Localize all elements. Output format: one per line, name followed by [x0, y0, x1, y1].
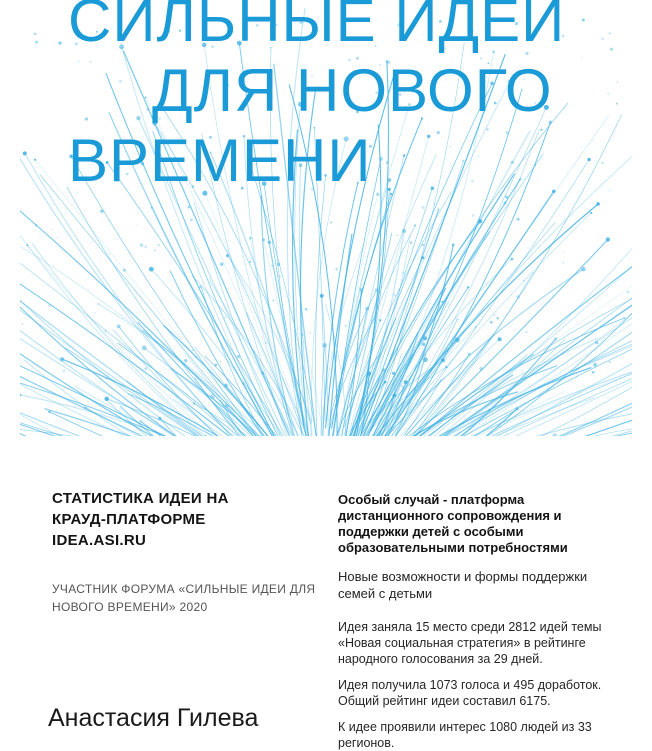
hero-title-line-3: ВРЕМЕНИ [68, 128, 372, 194]
light-particle [472, 214, 474, 216]
idea-topic [338, 568, 638, 602]
light-particle [554, 337, 557, 340]
light-particle [581, 147, 582, 148]
light-particle [242, 382, 244, 384]
light-particle [422, 244, 425, 247]
light-particle [91, 241, 92, 242]
light-particle [433, 203, 435, 205]
light-fiber [25, 153, 251, 436]
light-particle [450, 146, 451, 147]
light-particle [540, 129, 542, 131]
light-particle [226, 254, 229, 257]
light-particle [106, 378, 108, 380]
forum-note-line: УЧАСТНИК ФОРУМА «СИЛЬНЫЕ ИДЕИ ДЛЯ [52, 582, 315, 596]
light-particle [457, 318, 459, 320]
light-particle [468, 353, 471, 356]
stat-line: Идея получила 1073 голоса и 495 доработок. [338, 678, 601, 692]
light-particle [249, 261, 251, 263]
light-particle [511, 258, 514, 261]
light-fiber [316, 176, 326, 437]
light-particle [595, 341, 598, 344]
light-particle [446, 214, 447, 215]
statistics-heading-line: IDEA.ASI.RU [52, 532, 146, 549]
light-particle [330, 222, 332, 224]
light-particle [136, 116, 140, 120]
light-particle [77, 60, 79, 62]
light-particle [58, 41, 61, 44]
light-particle [23, 151, 27, 155]
light-particle [590, 212, 592, 214]
light-particle [379, 156, 384, 161]
light-particle [462, 160, 464, 162]
light-particle [117, 324, 121, 328]
light-particle [51, 229, 53, 231]
light-particle [519, 178, 521, 180]
light-particle [471, 180, 474, 183]
light-particle [609, 361, 611, 363]
light-particle [609, 33, 611, 35]
light-particle [517, 295, 520, 298]
light-particle [402, 386, 404, 388]
light-particle [581, 56, 582, 57]
stat-line: регионов. [338, 736, 394, 750]
stat-line: «Новая социальная стратегия» в рейтинге [338, 636, 586, 650]
light-particle [379, 319, 381, 321]
light-particle [423, 336, 427, 340]
light-particle [302, 334, 304, 336]
light-particle [452, 243, 455, 246]
light-particle [184, 359, 187, 362]
light-particle [467, 286, 469, 288]
light-particle [421, 256, 424, 259]
author-name: Анастасия Гилева [48, 704, 258, 733]
forum-note-line: НОВОГО ВРЕМЕНИ» 2020 [52, 600, 207, 614]
light-particle [503, 201, 506, 204]
light-particle [376, 193, 379, 196]
light-particle [34, 33, 36, 35]
light-particle [199, 286, 202, 289]
light-particle [277, 263, 280, 266]
light-particle [616, 103, 618, 105]
light-particle [192, 349, 194, 351]
light-particle [601, 162, 603, 164]
light-particle [193, 402, 196, 405]
light-fiber [98, 304, 286, 436]
light-particle [195, 356, 197, 358]
light-particle [580, 157, 581, 158]
light-particle [403, 154, 406, 157]
light-particle [515, 407, 518, 410]
light-particle [97, 303, 99, 305]
idea-title-line: образовательными потребностями [338, 540, 568, 555]
light-particle [478, 156, 479, 157]
stat-line: К идее проявили интерес 1080 людей из 33 [338, 720, 592, 734]
light-particle [57, 237, 58, 238]
light-particle [265, 342, 267, 344]
light-particle [505, 196, 508, 199]
light-particle [517, 218, 520, 221]
idea-topic-line: семей с детьми [338, 586, 432, 601]
light-particle [90, 61, 92, 63]
light-particle [63, 370, 65, 372]
light-particle [402, 272, 405, 275]
light-particle [375, 288, 378, 291]
light-fiber [412, 339, 556, 436]
idea-title-line: поддержки детей с особыми [338, 524, 524, 539]
light-particle [158, 244, 160, 246]
statistics-heading-line: КРАУД-ПЛАТФОРМЕ [52, 511, 206, 528]
idea-title-line: дистанционного сопровождения и [338, 508, 562, 523]
light-particle [441, 358, 445, 362]
light-fiber [408, 255, 633, 436]
light-particle [309, 332, 311, 334]
light-particle [421, 206, 424, 209]
idea-topic-line: Новые возможности и формы поддержки [338, 569, 587, 584]
light-particle [397, 235, 398, 236]
light-particle [393, 294, 396, 297]
light-particle [105, 397, 109, 401]
light-particle [588, 158, 591, 161]
light-particle [123, 269, 126, 272]
light-particle [422, 343, 425, 346]
left-column [52, 488, 322, 616]
light-particle [498, 337, 502, 341]
light-particle [626, 291, 629, 294]
light-particle [582, 19, 585, 22]
light-particle [494, 314, 496, 316]
votes-stat [338, 677, 638, 709]
light-particle [427, 342, 428, 343]
light-particle [392, 372, 395, 375]
light-particle [365, 306, 369, 310]
right-column [338, 492, 638, 751]
light-particle [188, 206, 191, 209]
light-particle [48, 411, 50, 413]
idea-title [338, 492, 638, 556]
statistics-heading [52, 488, 322, 551]
light-particle [441, 301, 443, 303]
light-particle [431, 186, 435, 190]
light-particle [523, 280, 525, 282]
light-particle [479, 367, 483, 371]
light-particle [344, 324, 347, 327]
ranking-stat [338, 619, 638, 667]
light-particle [154, 249, 157, 252]
light-particle [505, 372, 506, 373]
light-particle [144, 367, 147, 370]
light-particle [486, 128, 489, 131]
light-particle [490, 321, 493, 324]
light-particle [511, 161, 514, 164]
light-particle [140, 420, 142, 422]
light-particle [149, 267, 154, 272]
light-particle [606, 237, 610, 241]
stat-line: народного голосования за 29 дней. [338, 652, 543, 666]
light-particle [592, 371, 595, 374]
light-particle [146, 108, 149, 111]
light-particle [388, 188, 391, 191]
light-fiber [152, 208, 285, 437]
light-particle [414, 225, 416, 227]
light-particle [305, 308, 308, 311]
light-particle [497, 317, 499, 319]
forum-participant-note [52, 580, 322, 616]
light-particle [145, 97, 147, 99]
light-particle [100, 210, 103, 213]
light-particle [601, 37, 604, 40]
light-particle [273, 300, 275, 302]
light-particle [220, 361, 222, 363]
light-particle [144, 246, 147, 249]
light-particle [382, 368, 385, 371]
light-particle [119, 80, 122, 83]
light-particle [390, 193, 393, 196]
stat-line: Идея заняла 15 место среди 2812 идей темы [338, 620, 601, 634]
light-particle [335, 268, 337, 270]
hero-title-line-1: СИЛЬНЫЕ ИДЕИ [68, 0, 565, 54]
light-fiber [254, 350, 290, 434]
light-particle [610, 48, 613, 51]
light-particle [105, 330, 106, 331]
light-particle [190, 219, 193, 222]
light-particle [617, 81, 619, 83]
light-particle [224, 384, 228, 388]
light-particle [478, 219, 482, 223]
light-particle [184, 363, 185, 364]
light-particle [34, 159, 36, 161]
light-particle [607, 93, 609, 95]
light-particle [563, 262, 564, 263]
light-particle [410, 242, 412, 244]
light-particle [237, 355, 240, 358]
light-particle [505, 131, 508, 134]
light-particle [609, 190, 610, 191]
light-particle [526, 331, 528, 333]
light-particle [215, 364, 217, 366]
light-particle [384, 381, 387, 384]
light-particle [438, 208, 440, 210]
light-particle [553, 433, 558, 436]
light-particle [437, 131, 440, 134]
hero-title-line-2: ДЛЯ НОВОГО [152, 58, 553, 124]
light-particle [220, 263, 223, 266]
light-particle [249, 237, 252, 240]
light-particle [593, 363, 597, 367]
light-particle [136, 225, 137, 226]
light-particle [577, 376, 578, 377]
light-particle [268, 241, 271, 244]
light-particle [99, 263, 100, 264]
light-fiber [71, 156, 292, 436]
idea-title-line: Особый случай - платформа [338, 492, 524, 507]
light-particle [271, 265, 273, 267]
light-particle [48, 305, 50, 307]
light-particle [140, 243, 143, 246]
light-particle [35, 41, 38, 44]
interest-stat [338, 719, 638, 751]
light-particle [386, 161, 389, 164]
light-fiber [246, 312, 300, 436]
light-particle [427, 135, 430, 138]
light-particle [562, 252, 563, 253]
light-particle [21, 323, 23, 325]
stat-line: Общий рейтинг идеи составил 6175. [338, 694, 551, 708]
light-particle [596, 202, 599, 205]
light-particle [279, 275, 281, 277]
light-particle [534, 165, 536, 167]
light-particle [142, 346, 147, 351]
hero-banner [20, 0, 632, 436]
light-particle [224, 317, 225, 318]
light-particle [85, 117, 88, 120]
light-fiber [358, 335, 493, 436]
light-particle [624, 317, 626, 319]
light-particle [593, 140, 594, 141]
light-particle [20, 394, 21, 397]
statistics-heading-line: СТАТИСТИКА ИДЕИ НА [52, 490, 229, 507]
light-particle [467, 237, 468, 238]
light-particle [35, 224, 37, 226]
